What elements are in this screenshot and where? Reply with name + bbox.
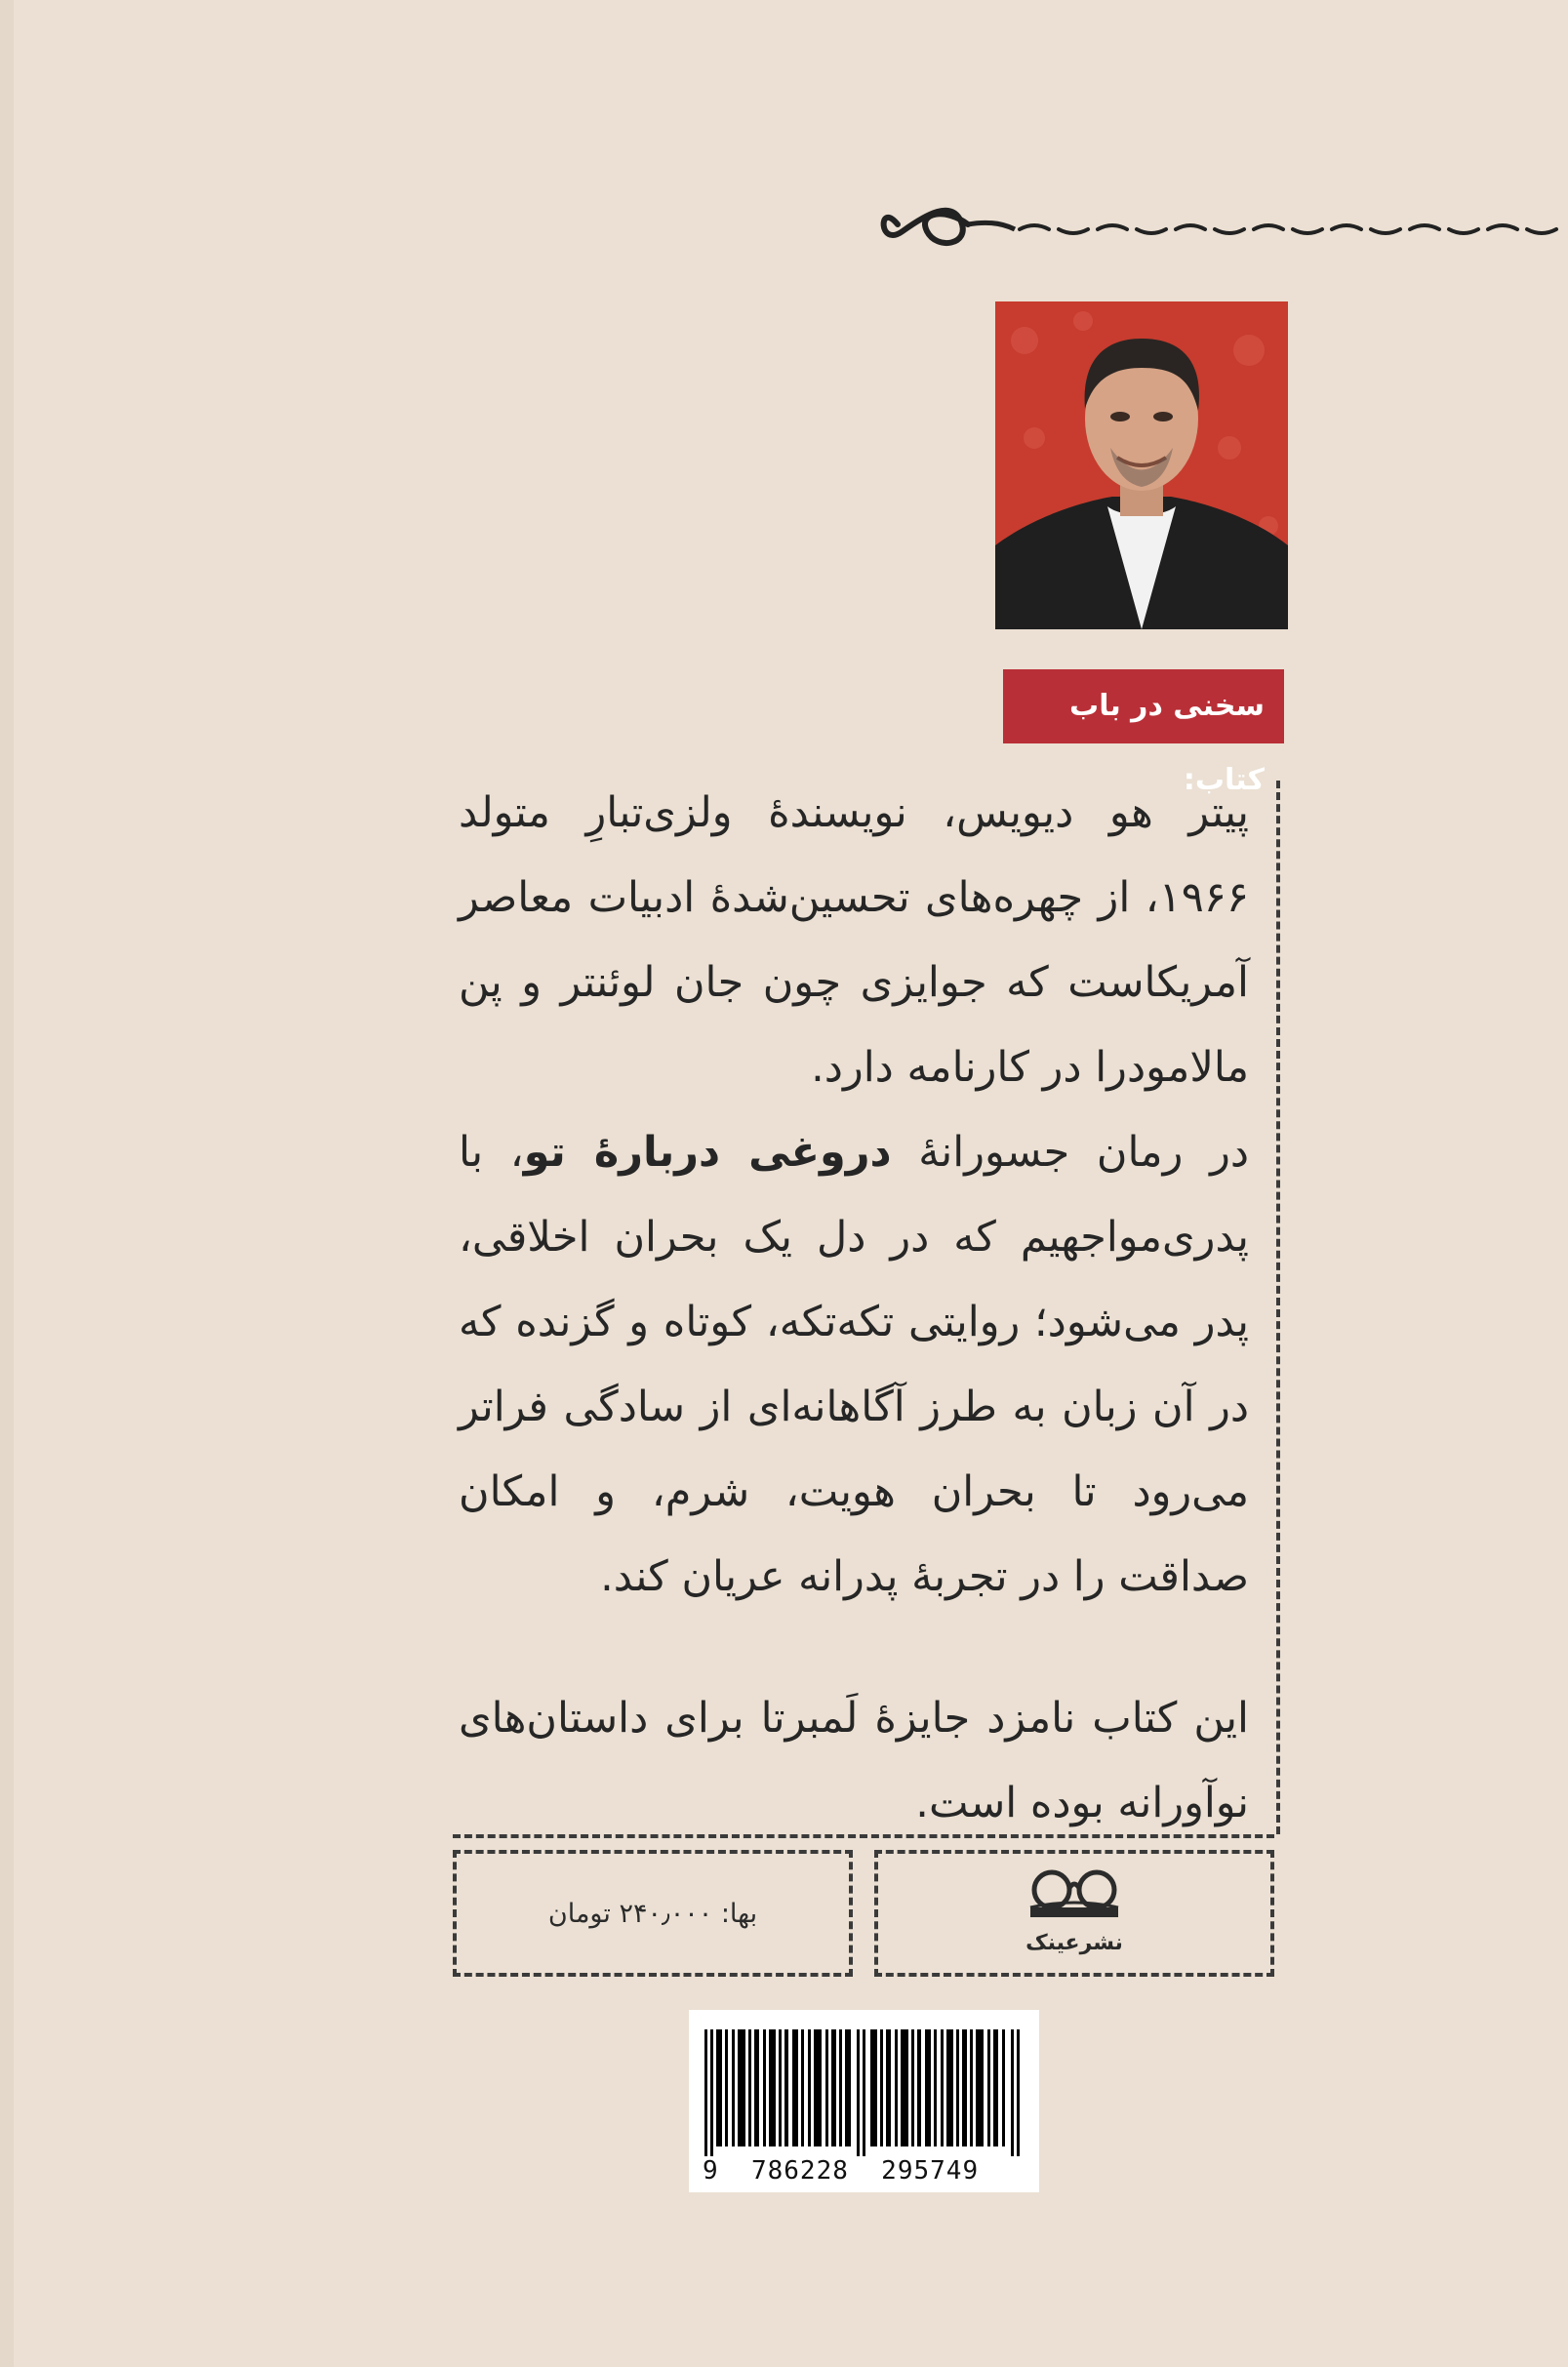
- glasses-book-icon: [1001, 1865, 1147, 1933]
- barcode: [689, 2010, 1039, 2192]
- blurb-paragraph-2-start: در رمان جسورانهٔ: [891, 1128, 1249, 1177]
- spine-edge: [0, 0, 14, 2367]
- barcode-bars: [704, 2029, 1024, 2156]
- publisher-logo: [1001, 1865, 1147, 1962]
- blurb-paragraph-3: این کتاب نامزد جایزهٔ لَمبرتا برای داستان‌های نوآورانه بوده است.: [459, 1694, 1249, 1827]
- publisher-box: [874, 1850, 1274, 1977]
- knot-ornament-icon: [859, 181, 1568, 268]
- price-box: [453, 1850, 853, 1977]
- blurb-paragraph-2-end: ، با پدری‌مواجهیم که در دل یک بحران اخلاقی، پدر می‌شود؛ روایتی تکه‌تکه، کوتاه و گزنده که در آن زبان به طرز آگاهانه‌ای از سادگی فراتر می‌رود تا بحران هویت، شرم، و امکان صداقت را در تجربهٔ پدرانه عریان کند.: [459, 1128, 1249, 1601]
- isbn-number: 9 786228 295749: [703, 2156, 980, 2186]
- blurb: [459, 771, 1249, 1846]
- book-title: دروغی دربارهٔ تو: [523, 1128, 892, 1177]
- section-label: سخنی در باب کتاب:: [1003, 669, 1284, 743]
- dashed-divider: [1276, 781, 1280, 1834]
- blurb-paragraph-1: پیتر هو دیویس، نویسندهٔ ولزی‌تبارِ متولد ۱۹۶۶، از چهره‌های تحسین‌شدهٔ ادبیات معاصر آمریکاست که جوایزی چون جان لوئنتر و پن مالامودرا در کارنامه دارد.: [459, 788, 1249, 1092]
- blurb-paragraph-2: [459, 1110, 1249, 1620]
- publisher-name: نشرعینک: [1025, 1931, 1123, 1955]
- author-photo: [995, 301, 1288, 629]
- price-text: بها: ۲۴۰٫۰۰۰ تومان: [547, 1898, 758, 1929]
